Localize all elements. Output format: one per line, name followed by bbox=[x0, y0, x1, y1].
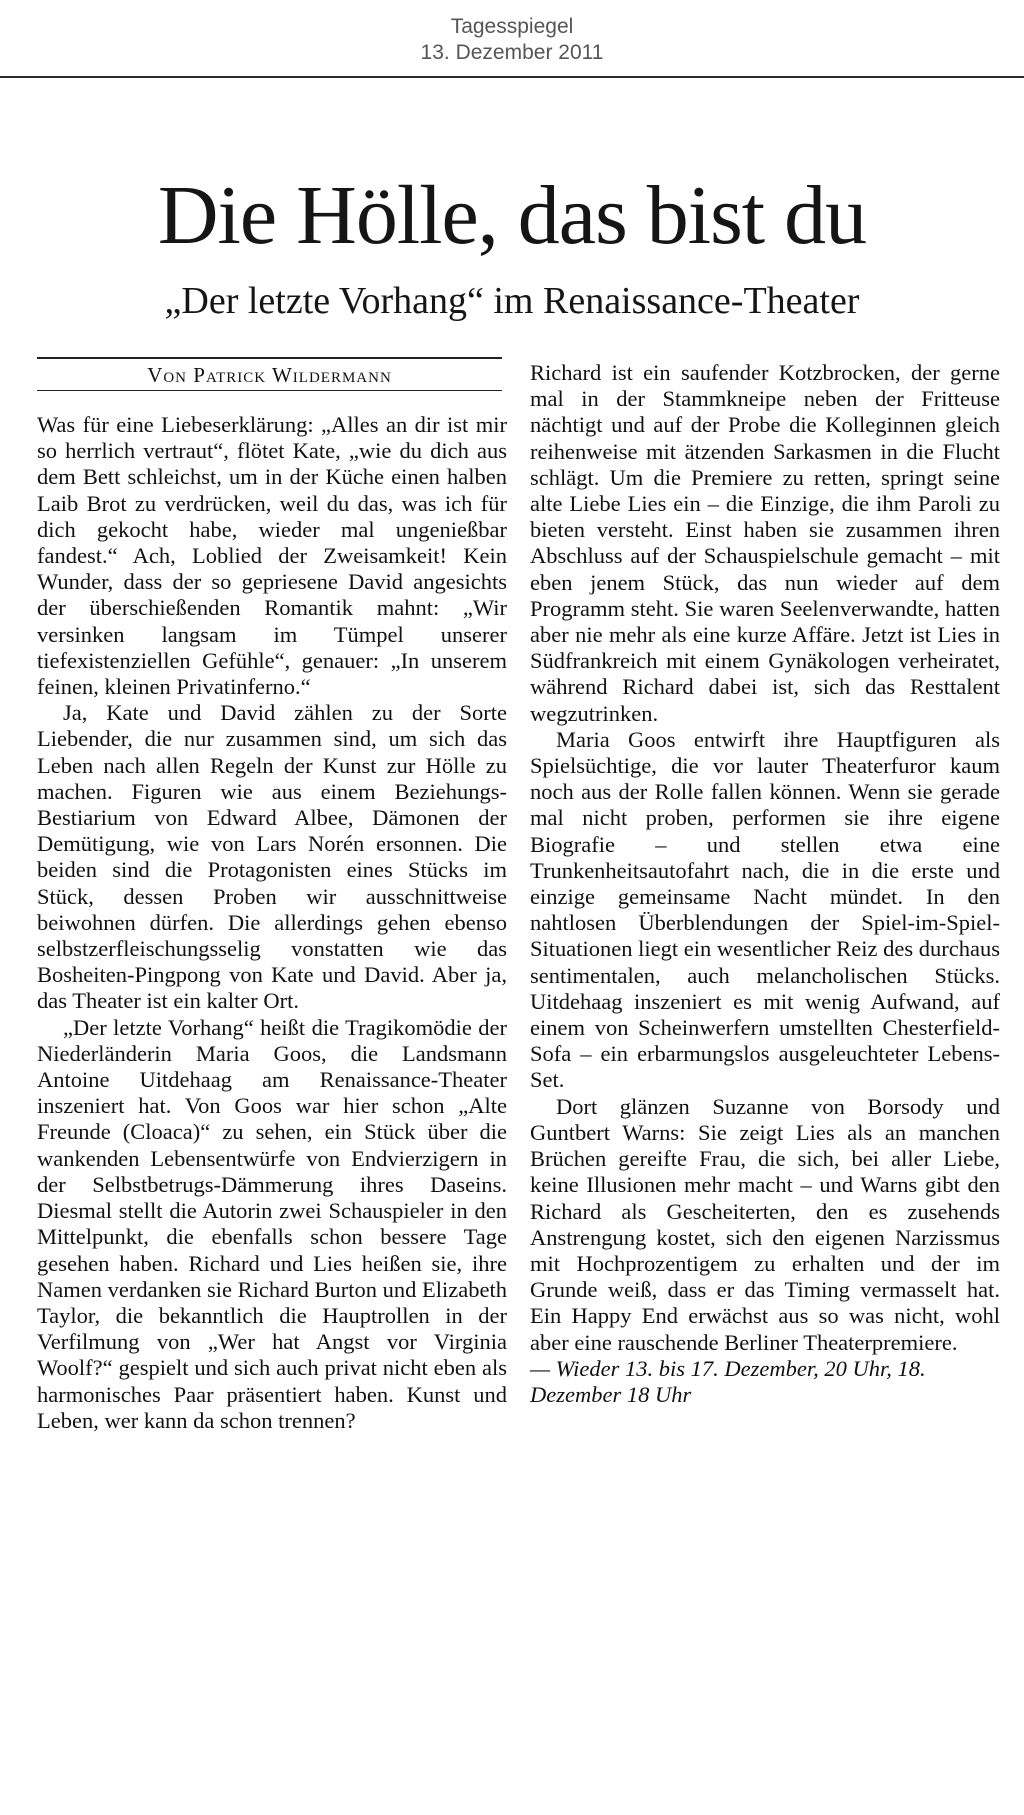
article-column-right bbox=[530, 360, 1000, 1408]
paragraph: „Der letzte Vorhang“ heißt die Tragikomödie der Niederländerin Maria Goos, die Landsmann Antoine Uitdehaag am Renaissance-Theater inszeniert hat. Von Goos war hier schon „Alte Freunde (Cloaca)“ zu sehen, ein Stück über die wankenden Lebensentwürfe von Endvierzigern in der Selbstbetrugs-Dämmerung ihres Daseins. Diesmal stellt die Autorin zwei Schauspieler in den Mittelpunkt, die ebenfalls schon bessere Tage gesehen haben. Richard und Lies heißen sie, ihre Namen verdanken sie Richard Burton und Elizabeth Taylor, die bekanntlich die Hauptrollen in der Verfilmung von „Wer hat Angst vor Virginia Woolf?“ gespielt und sich auch privat nicht eben als harmonisches Paar präsentiert haben. Kunst und Leben, wer kann da schon trennen? bbox=[37, 1014, 507, 1433]
paragraph: Dort glänzen Suzanne von Borsody und Guntbert Warns: Sie zeigt Lies als an manchen Brüchen gereifte Frau, die sich, bei aller Liebe, keine Illusionen mehr macht – und Warns gibt den Richard als Gescheiterten, den es zusehends Anstrengung kostet, sich den eigenen Narzissmus mit Hochprozentigem zu erhalten und der im Grunde weiß, dass er das Timing vermasselt hat. Ein Happy End erwächst aus so was nicht, wohl aber eine rauschende Berliner Theaterpremiere. bbox=[530, 1093, 1000, 1355]
article-subhead: „Der letzte Vorhang“ im Renaissance-Theater bbox=[164, 280, 860, 322]
publication-name: Tagesspiegel bbox=[450, 15, 574, 38]
byline-divider-bottom bbox=[37, 390, 502, 391]
paragraph: Was für eine Liebeserklärung: „Alles an dir ist mir so herrlich vertraut“, flötet Kate, „wie du dich aus dem Bett schleichst, um in der Küche einen halben Laib Brot zu verdrücken, weil du das, was ich für dich gekocht habe, wieder mal ungenießbar fandest.“ Ach, Loblied der Zweisamkeit! Kein Wunder, dass der so gepriesene David angesichts der überschießenden Romantik mahnt: „Wir versinken langsam im Tümpel unserer tiefexistenziellen Gefühle“, genauer: „In unserem feinen, kleinen Privatinferno.“ bbox=[37, 412, 507, 700]
publication-date: 13. Dezember 2011 bbox=[420, 41, 604, 64]
article-byline: Von Patrick Wildermann bbox=[147, 363, 392, 387]
paragraph: Maria Goos entwirft ihre Hauptfiguren als Spielsüchtige, die vor lauter Theaterfuror kaum noch aus der Rolle fallen können. Wenn sie gerade mal nicht proben, performen sie ihre eigene Biografie – und stellen etwa eine Trunkenheitsautofahrt nach, die in die erste und einzige gemeinsame Nacht mündet. In den nahtlosen Überblendungen der Spiel-im-Spiel-Situationen liegt ein wesentlicher Reiz des durchaus sentimentalen, auch melancholischen Stücks. Uitdehaag inszeniert es mit wenig Aufwand, auf einem von Scheinwerfern umstellten Chesterfield-Sofa – ein erbarmungslos ausgeleuchteter Lebens-Set. bbox=[530, 726, 1000, 1093]
header-divider bbox=[0, 76, 1024, 78]
article-headline: Die Hölle, das bist du bbox=[157, 169, 867, 262]
page-header bbox=[0, 14, 1024, 66]
paragraph: Ja, Kate und David zählen zu der Sorte Liebender, die nur zusammen sind, um sich das Leben nach allen Regeln der Kunst zur Hölle zu machen. Figuren wie aus einem Beziehungs-Bestiarium von Edward Albee, Dämonen der Demütigung, wie von Lars Norén ersonnen. Die beiden sind die Protagonisten eines Stücks im Stück, dessen Proben wir ausschnittweise beiwohnen dürfen. Die allerdings gehen ebenso selbstzerfleischungsselig vonstatten wie das Bosheiten-Pingpong von Kate und David. Aber ja, das Theater ist ein kalter Ort. bbox=[37, 700, 507, 1014]
paragraph: Richard ist ein saufender Kotzbrocken, der gerne mal in der Stammkneipe neben der Fritteuse nächtigt und auf der Probe die Kolleginnen gleich reihenweise mit ätzenden Sarkasmen in die Flucht schlägt. Um die Premiere zu retten, springt seine alte Liebe Lies ein – die Einzige, die ihm Paroli zu bieten versteht. Einst haben sie zusammen ihren Abschluss auf der Schauspielschule gemacht – mit eben jenem Stück, das nun wieder auf dem Programm steht. Sie waren Seelenverwandte, hatten aber nie mehr als eine kurze Affäre. Jetzt ist Lies in Südfrankreich mit einem Gynäkologen verheiratet, während Richard dabei ist, sich das Resttalent wegzutrinken. bbox=[530, 360, 1000, 726]
performance-dates-note: — Wieder 13. bis 17. Dezember, 20 Uhr, 18. Dezember 18 Uhr bbox=[530, 1355, 926, 1407]
article-column-left bbox=[37, 412, 507, 1434]
byline-divider-top bbox=[37, 357, 502, 359]
